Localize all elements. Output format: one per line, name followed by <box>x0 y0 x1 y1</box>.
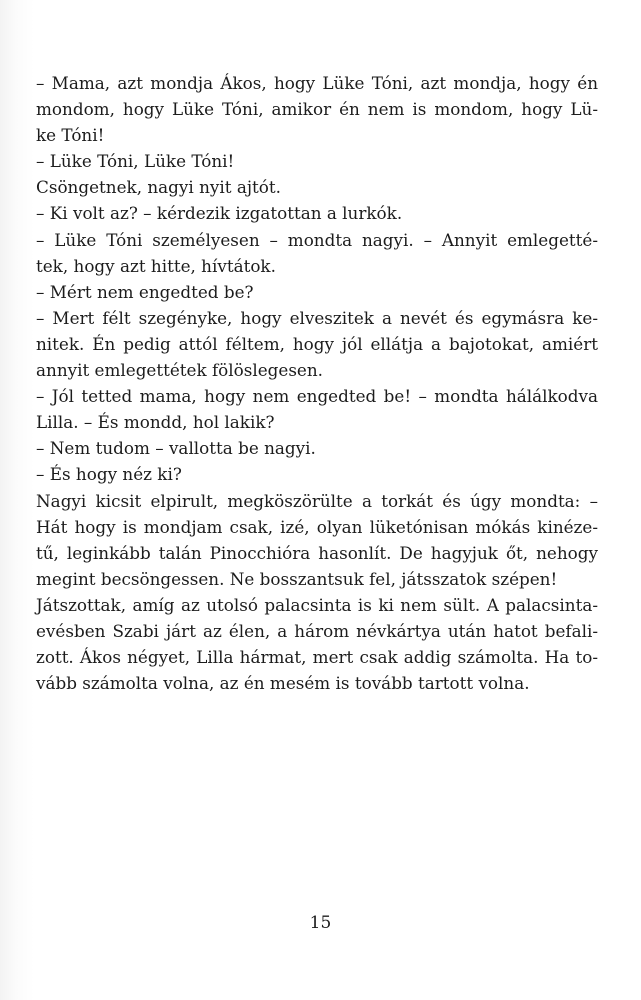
text-line: tek, hogy azt hitte, hívtátok. <box>36 255 276 276</box>
text-line: – Mert félt szegényke, hogy elveszitek a nevét és egymásra ke- <box>36 307 598 328</box>
body-text <box>36 70 598 696</box>
text-line: – Mama, azt mondja Ákos, hogy Lüke Tóni, azt mondja, hogy én <box>36 73 598 93</box>
text-line: tű, leginkább talán Pinocchióra hasonlít. De hagyjuk őt, nehogy <box>36 542 598 563</box>
text-line: – Lüke Tóni személyesen – mondta nagyi. – Annyit emlegetté- <box>36 229 598 250</box>
text-line: Csöngetnek, nagyi nyit ajtót. <box>36 177 281 198</box>
text-line: ke Tóni! <box>36 125 105 146</box>
text-line: nitek. Én pedig attól féltem, hogy jól ellátja a bajotokat, amiért <box>36 333 598 354</box>
text-line: megint becsöngessen. Ne bosszantsuk fel, játsszatok szépen! <box>36 568 558 589</box>
text-line: annyit emlegettétek fölöslegesen. <box>36 360 324 381</box>
text-line: – Jól tetted mama, hogy nem engedted be! – mondta hálálkodva <box>36 386 598 407</box>
text-line: – Lüke Tóni, Lüke Tóni! <box>36 151 235 172</box>
page-number: 15 <box>309 913 332 933</box>
text-line: evésben Szabi járt az élen, a három névkártya után hatot befali- <box>36 620 598 641</box>
text-line: – És hogy néz ki? <box>36 464 182 485</box>
text-line: – Nem tudom – vallotta be nagyi. <box>36 438 316 459</box>
text-line: mondom, hogy Lüke Tóni, amikor én nem is mondom, hogy Lü- <box>36 99 598 120</box>
text-line: vább számolta volna, az én mesém is tovább tartott volna. <box>36 673 530 694</box>
text-line: Játszottak, amíg az utolsó palacsinta is ki nem sült. A palacsinta- <box>36 594 598 615</box>
text-line: – Mért nem engedted be? <box>36 281 254 302</box>
text-line: Lilla. – És mondd, hol lakik? <box>36 412 275 433</box>
text-line: Hát hogy is mondjam csak, izé, olyan lüketónisan mókás kinéze- <box>36 516 598 537</box>
text-line: Nagyi kicsit elpirult, megköszörülte a torkát és úgy mondta: – <box>36 490 598 511</box>
text-line: zott. Ákos négyet, Lilla hármat, mert csak addig számolta. Ha to- <box>36 647 598 668</box>
text-line: – Ki volt az? – kérdezik izgatottan a lurkók. <box>36 203 403 224</box>
